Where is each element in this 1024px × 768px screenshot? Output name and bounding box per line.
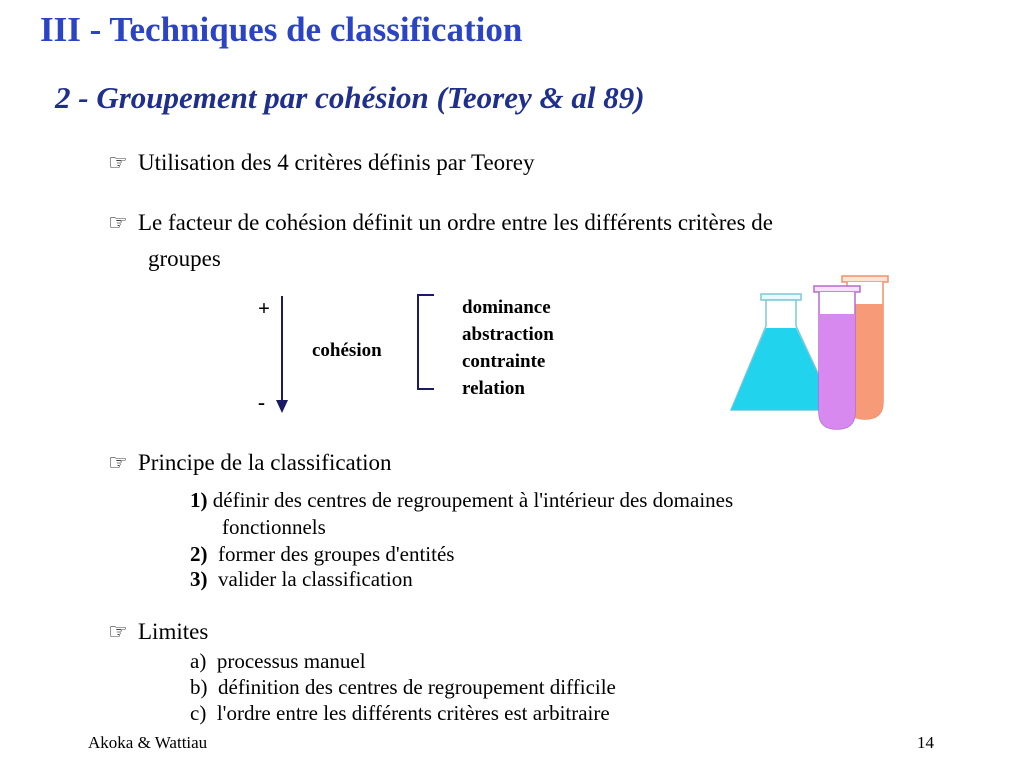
bullet-text: Le facteur de cohésion définit un ordre entre les différents critères de — [138, 210, 773, 235]
cohesion-label: cohésion — [312, 340, 382, 361]
diagram-plus: + — [258, 296, 270, 320]
criteria-bracket — [414, 292, 438, 392]
bullet-text: Limites — [138, 619, 209, 644]
principle-step — [190, 567, 413, 592]
step-text: définir des centres de regroupement à l'intérieur des domaines — [212, 488, 734, 512]
criterion-dominance: dominance — [462, 297, 551, 318]
step-number: 1) — [190, 488, 208, 512]
pointing-hand-icon: ☞ — [108, 619, 128, 644]
bullet-cohesion-factor — [108, 210, 773, 236]
bullet-text: Principe de la classification — [138, 450, 392, 475]
pointing-hand-icon: ☞ — [108, 450, 128, 475]
bullet-limits — [108, 619, 208, 645]
limit-marker: c) — [190, 701, 207, 725]
criterion-abstraction: abstraction — [462, 324, 554, 345]
criterion-relation: relation — [462, 378, 525, 399]
step-number: 3) — [190, 567, 208, 591]
footer-authors: Akoka & Wattiau — [88, 733, 208, 752]
diagram-minus: - — [258, 390, 265, 414]
limit-item — [190, 649, 366, 674]
limit-text: l'ordre entre les différents critères est arbitraire — [216, 701, 610, 725]
limit-marker: a) — [190, 649, 207, 673]
pointing-hand-icon: ☞ — [108, 210, 128, 235]
bullet-text: Utilisation des 4 critères définis par Teorey — [138, 150, 535, 175]
bullet-criteria — [108, 150, 535, 176]
step-text-continuation: fonctionnels — [222, 515, 326, 539]
limit-text: définition des centres de regroupement difficile — [218, 675, 616, 699]
page-title: III - Techniques de classification — [40, 10, 523, 49]
lab-glassware-icon — [725, 274, 895, 434]
step-text: former des groupes d'entités — [218, 542, 455, 566]
section-subtitle: 2 - Groupement par cohésion (Teorey & al 89) — [55, 80, 645, 115]
limit-marker: b) — [190, 675, 208, 699]
bullet-principle — [108, 450, 392, 476]
limit-text: processus manuel — [216, 649, 366, 673]
criterion-contrainte: contrainte — [462, 351, 546, 372]
cohesion-arrow — [272, 294, 292, 416]
principle-step — [190, 488, 733, 513]
principle-step — [190, 542, 454, 567]
bullet-continuation: groupes — [148, 246, 221, 271]
limit-item — [190, 701, 610, 726]
page-number: 14 — [917, 733, 934, 752]
limit-item — [190, 675, 616, 700]
step-number: 2) — [190, 542, 208, 566]
step-text: valider la classification — [218, 567, 413, 591]
pointing-hand-icon: ☞ — [108, 150, 128, 175]
criteria-list — [462, 294, 554, 402]
